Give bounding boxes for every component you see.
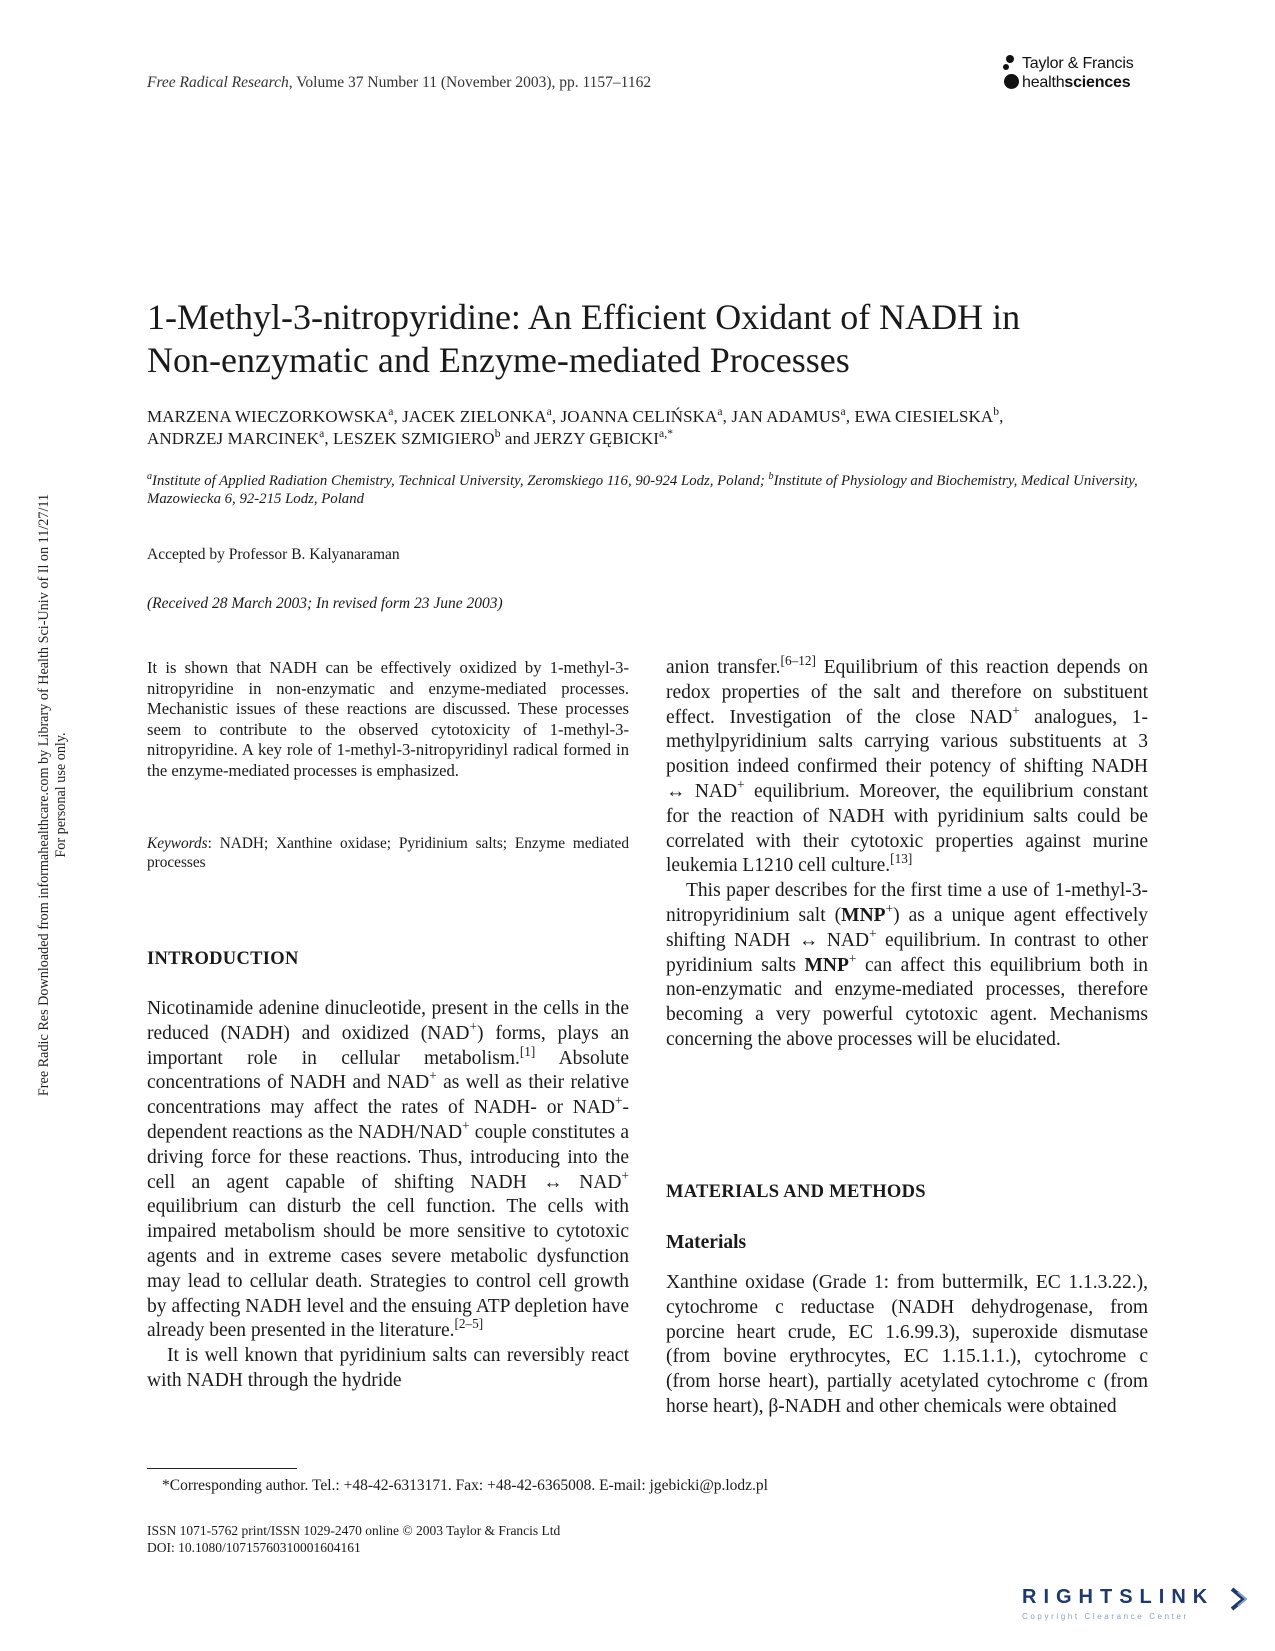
footnote-divider <box>147 1468 297 1469</box>
author-name: EWA CIESIELSKA <box>854 407 994 426</box>
materials-body: Xanthine oxidase (Grade 1: from buttermilk, EC 1.1.3.22.), cytochrome c reductase (NADH dehydrogenase, from porcine heart crude, EC 1.6.99.3), superoxide dismutase (from bovine erythrocytes, EC 1.15.1.1.), cytochrome c (from horse heart), partially acetylated cytochrome c (from horse heart), β-NADH and other chemicals were obtained <box>666 1272 1148 1417</box>
publisher-logo <box>1002 54 1192 92</box>
text-run: ) forms, plays an important role in cellular metabolism. <box>147 1022 629 1069</box>
affiliation-b: Institute of Physiology and Biochemistry, Medical University, Mazowiecka 6, 92-215 Lodz, Poland <box>147 473 1138 507</box>
author-affil-mark: a,* <box>658 426 674 440</box>
download-watermark <box>36 415 70 1175</box>
received-dates: (Received 28 March 2003; In revised form 23 June 2003) <box>147 595 503 612</box>
superscript: + <box>869 925 877 941</box>
author-sep: , <box>722 407 732 426</box>
paragraph <box>666 652 1149 879</box>
text-run: This paper describes for the first time a use of 1-methyl-3-nitropyridinium salt ( <box>666 880 1148 926</box>
journal-citation <box>147 74 651 92</box>
corresponding-author-footnote: *Corresponding author. Tel.: +48-42-6313171. Fax: +48-42-6365008. E-mail: jgebicki@p.lodz.pl <box>162 1477 768 1494</box>
publisher-dots-icon <box>1002 54 1022 73</box>
superscript: + <box>615 1092 623 1108</box>
author-name: LESZEK SZMIGIERO <box>333 429 495 448</box>
article-title <box>147 296 1157 382</box>
affiliation-a: Institute of Applied Radiation Chemistry, Technical University, Zeromskiego 116, 90-924 Lodz, Poland; <box>152 473 769 489</box>
superscript: + <box>1012 702 1020 718</box>
author-name: ANDRZEJ MARCINEK <box>147 429 320 448</box>
text-run: as well as their relative concentrations may affect the rates of NADH- or NAD <box>147 1072 629 1119</box>
text-run: ) as a unique agent effectively shifting NADH ↔ NAD <box>666 904 1148 951</box>
author-sep: , <box>845 407 855 426</box>
title-line: 1-Methyl-3-nitropyridine: An Efficient Oxidant of NADH in <box>147 297 1021 337</box>
text-run: Nicotinamide adenine dinucleotide, present in the cells in the reduced (NADH) and oxidized (NAD <box>147 998 629 1044</box>
author-sep: , <box>324 429 334 448</box>
compound-label: MNP <box>841 904 886 926</box>
rightslink-tagline: Copyright Clearance Center <box>1022 1612 1189 1621</box>
author-name: JOANNA CELIŃSKA <box>560 407 718 426</box>
paragraph <box>147 997 629 1344</box>
author-affil-mark: b <box>494 426 501 440</box>
superscript: + <box>885 900 894 916</box>
author-affil-mark: a <box>840 404 846 418</box>
text-run: can affect this equilibrium both in non-enzymatic and enzyme-mediated processes, therefore becoming a very powerful cytotoxic agent. Mechanisms concerning the above processes will be elucidated. <box>666 954 1148 1050</box>
author-name: MARZENA WIECZORKOWSKA <box>147 407 389 426</box>
author-name: JAN ADAMUS <box>731 407 841 426</box>
author-affil-mark: a <box>717 404 723 418</box>
introduction-body <box>147 997 629 1394</box>
citation-ref: [2–5] <box>454 1316 484 1332</box>
affil-mark: b <box>768 470 774 482</box>
publisher-imprint-a: health <box>1022 73 1065 91</box>
affiliations <box>147 472 1157 508</box>
paragraph: It is well known that pyridinium salts can reversibly react with NADH through the hydride <box>147 1345 629 1391</box>
author-sep: and <box>500 429 535 448</box>
citation-ref: [6–12] <box>780 652 816 668</box>
watermark-line: For personal use only. <box>53 732 69 858</box>
keywords-label: Keywords <box>147 835 208 852</box>
publisher-dot-icon <box>1002 73 1022 92</box>
keywords <box>147 834 629 872</box>
author-sep: , <box>393 407 403 426</box>
section-heading-introduction: INTRODUCTION <box>147 949 299 969</box>
compound-label: MNP <box>804 954 849 976</box>
rightslink-logo[interactable] <box>1022 1586 1254 1626</box>
text-run: Absolute concentrations of NADH and NAD <box>147 1047 629 1094</box>
publisher-name: Taylor & Francis <box>1022 54 1134 72</box>
text-run: equilibrium. Moreover, the equilibrium constant for the reaction of NADH with pyridinium salts could be correlated with their cytotoxic properties against murine leukemia L1210 cell culture. <box>666 780 1149 877</box>
publisher-imprint-b: sciences <box>1064 73 1131 91</box>
text-run: anion transfer. <box>666 657 781 678</box>
accepted-by: Accepted by Professor B. Kalyanaraman <box>147 546 400 563</box>
citation-ref: [13] <box>890 851 913 867</box>
superscript: + <box>737 776 745 792</box>
issn-doi <box>147 1522 560 1556</box>
affil-mark: a <box>147 470 153 482</box>
doi-line: DOI: 10.1080/10715760310001604161 <box>147 1540 361 1555</box>
author-name: JERZY GĘBICKI <box>534 429 659 448</box>
paragraph <box>666 879 1148 1053</box>
superscript: + <box>429 1068 437 1084</box>
journal-volume-pages: , Volume 37 Number 11 (November 2003), pp. 1157–1162 <box>288 74 652 91</box>
text-run: equilibrium. In contrast to other pyridinium salts <box>666 929 1148 976</box>
superscript: + <box>848 950 857 966</box>
author-sep: , <box>551 407 561 426</box>
abstract: It is shown that NADH can be effectively oxidized by 1-methyl-3-nitropyridine in non-enzymatic and enzyme-mediated processes. Mechanistic issues of these reactions are discussed. These processes seem to contribute to the observed cytotoxicity of 1-methyl-3-nitropyridine. A key role of 1-methyl-3-nitropyridinyl radical formed in the enzyme-mediated processes is emphasized. <box>147 658 629 780</box>
author-name: JACEK ZIELONKA <box>402 407 547 426</box>
superscript: + <box>462 1117 470 1133</box>
text-run: couple constitutes a driving force for these reactions. Thus, introducing into the cell an agent capable of shifting NADH ↔ NAD <box>147 1121 630 1193</box>
author-affil-mark: a <box>388 404 394 418</box>
citation-ref: [1] <box>519 1043 536 1059</box>
text-run: -dependent reactions as the NADH/NAD <box>147 1097 629 1143</box>
author-sep: , <box>999 407 1004 426</box>
author-list <box>147 406 1157 450</box>
subsection-heading-materials: Materials <box>666 1232 747 1253</box>
author-affil-mark: b <box>993 404 1000 418</box>
title-line: Non-enzymatic and Enzyme-mediated Processes <box>147 340 850 380</box>
watermark-line: Free Radic Res Downloaded from informahealthcare.com by Library of Health Sci-Univ of Il on 11/27/11 <box>36 493 52 1097</box>
right-column-body <box>666 652 1149 1053</box>
text-run: equilibrium can disturb the cell function. The cells with impaired metabolism should be more sensitive to cytotoxic agents and in extreme cases severe metabolic dysfunction may lead to cellular death. Strategies to control cell growth by affecting NADH level and the ensuing ATP depletion have already been presented in the literature. <box>147 1196 629 1342</box>
text-run: analogues, 1-methylpyridinium salts carrying various substituents at 3 position indeed confirmed their potency of shifting NADH ↔ NAD <box>666 706 1148 802</box>
superscript: + <box>469 1018 477 1034</box>
rightslink-arrow-icon <box>1226 1586 1252 1612</box>
text-run: Equilibrium of this reaction depends on redox properties of the salt and therefore on substituent effect. Investigation of the close NAD <box>666 657 1148 728</box>
journal-name: Free Radical Research <box>147 74 289 91</box>
rightslink-wordmark: RIGHTSLINK <box>1022 1586 1215 1608</box>
superscript: + <box>621 1167 629 1183</box>
section-heading-materials-methods: MATERIALS AND METHODS <box>666 1182 926 1202</box>
author-affil-mark: a <box>319 426 325 440</box>
keywords-text: : NADH; Xanthine oxidase; Pyridinium salts; Enzyme mediated processes <box>147 835 629 871</box>
issn-line: ISSN 1071-5762 print/ISSN 1029-2470 online © 2003 Taylor & Francis Ltd <box>147 1523 561 1538</box>
author-affil-mark: a <box>546 404 552 418</box>
